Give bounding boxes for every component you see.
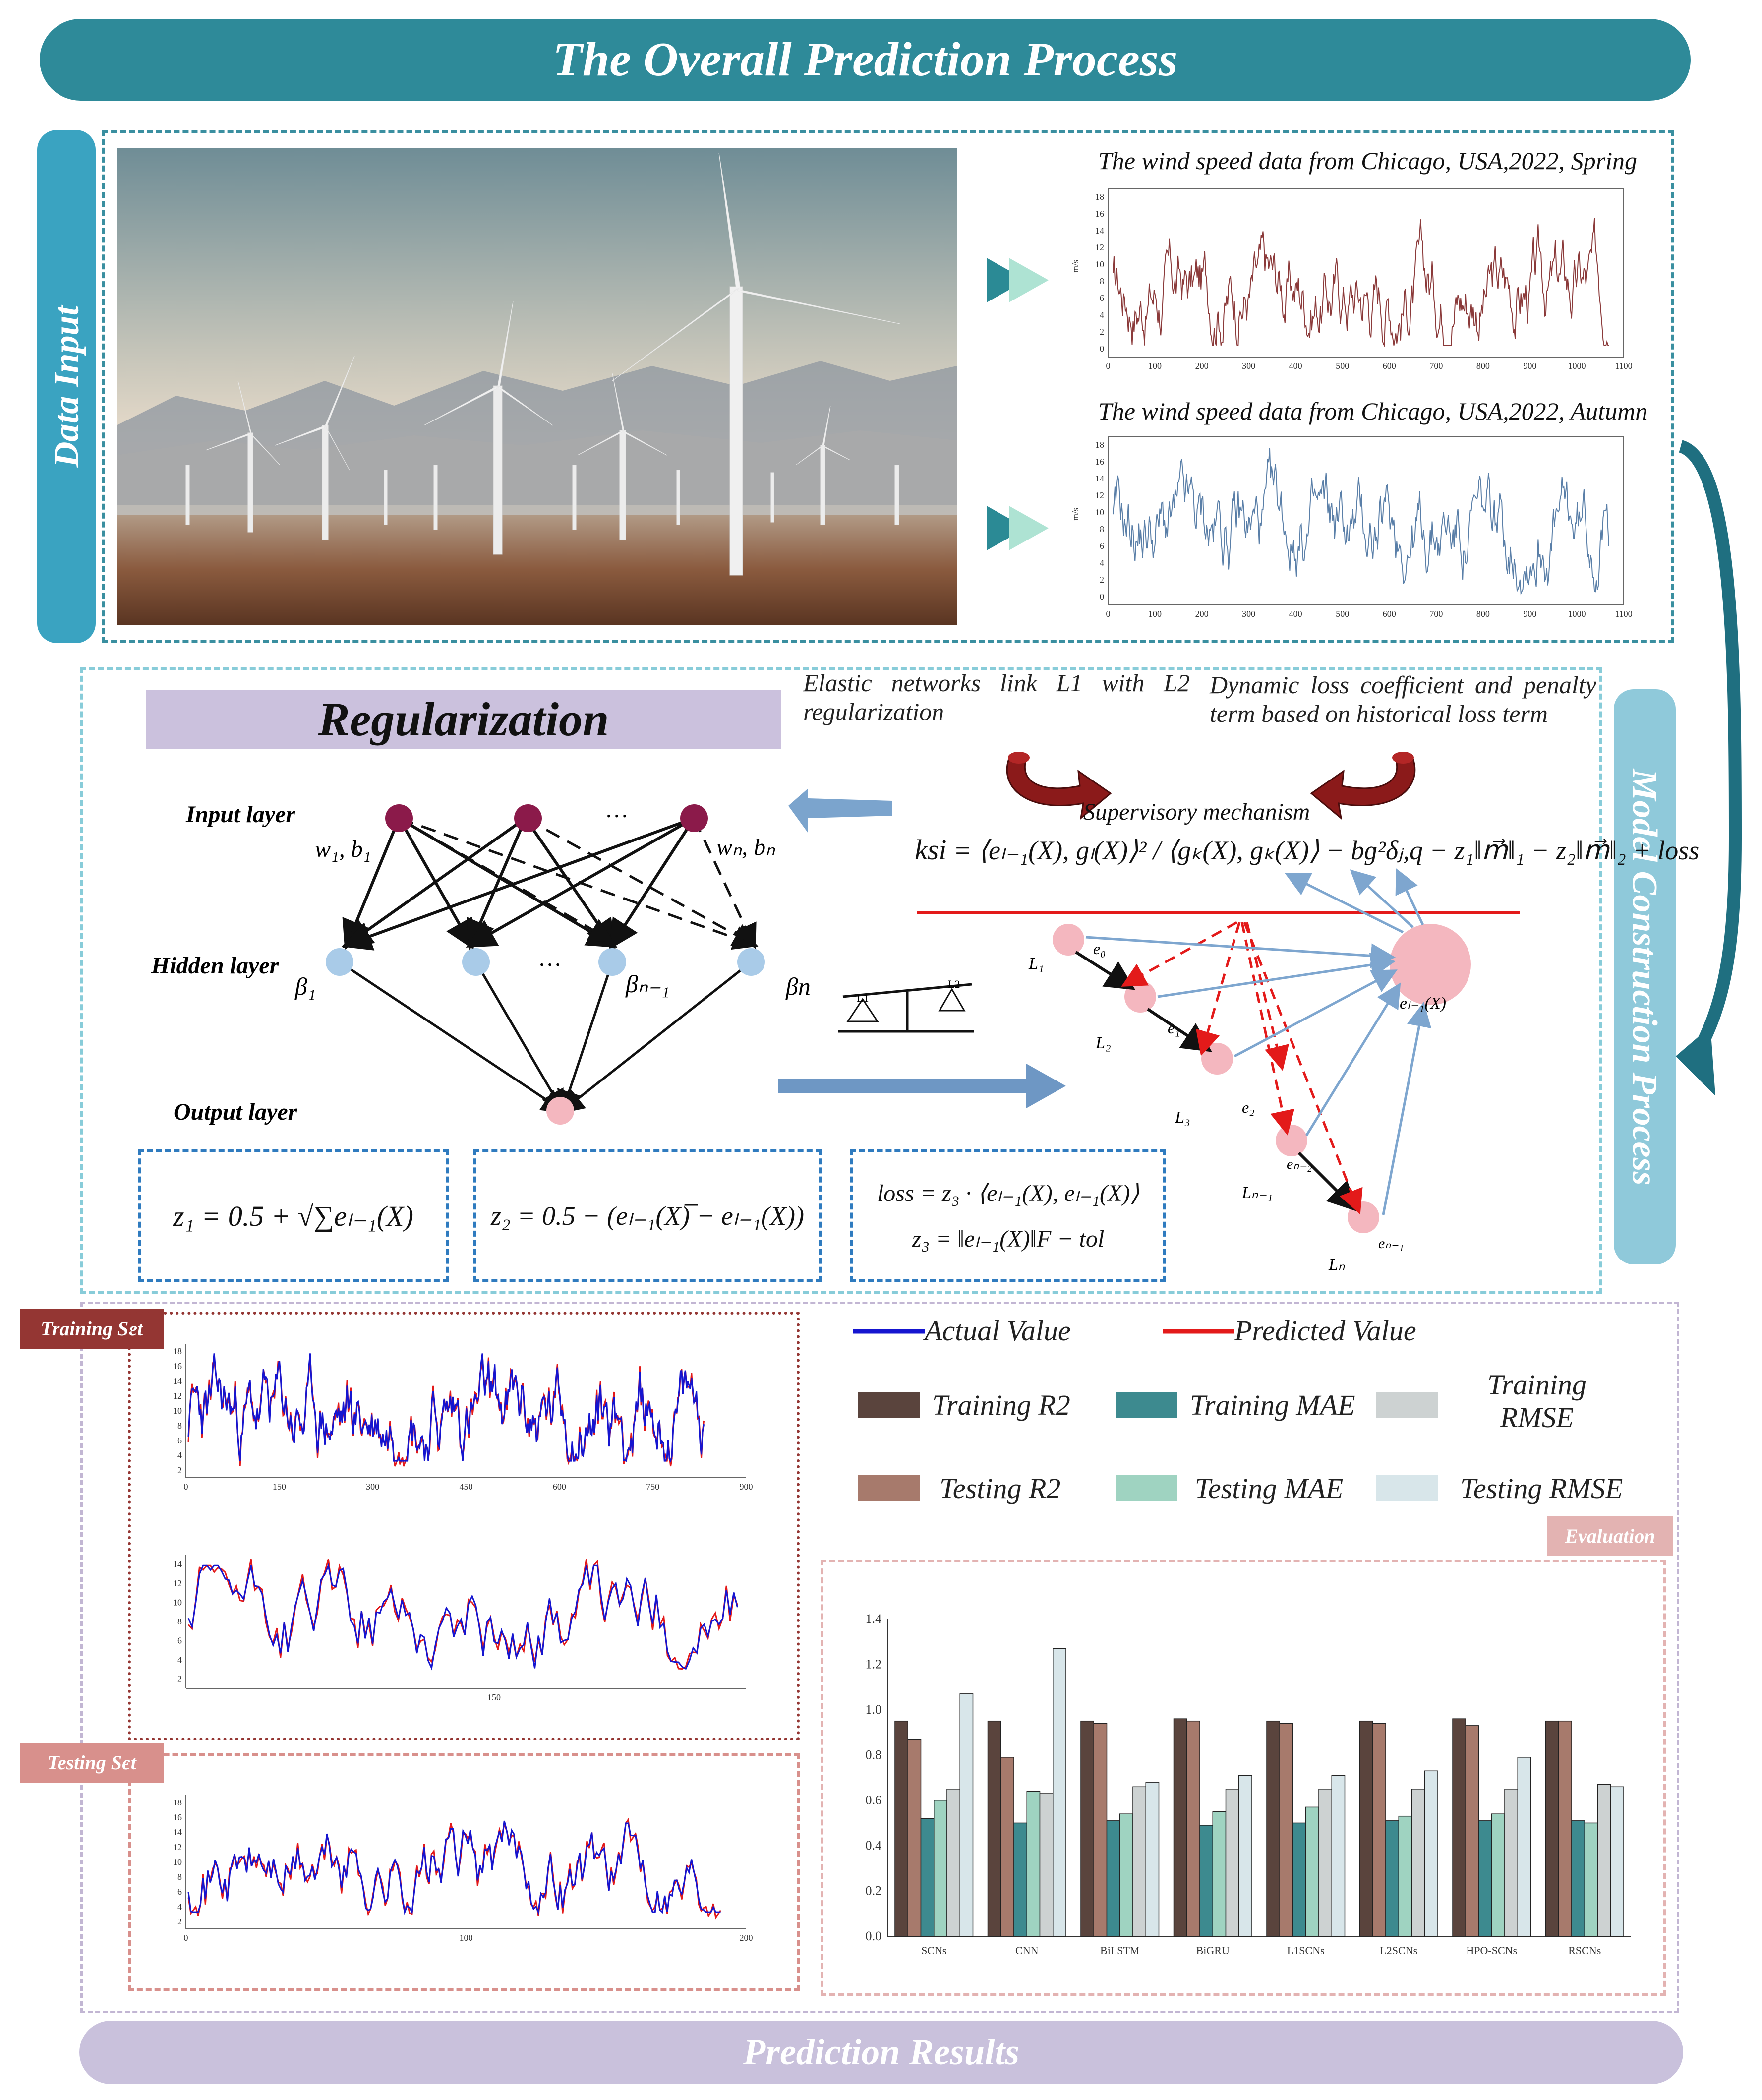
y-tick-label: 16 [1095,209,1104,219]
x-tick-label: 400 [1289,361,1302,371]
bar [1412,1789,1425,1936]
training-set-tag: Training Set [20,1309,164,1349]
big-node-label: eₗ₋₁(X) [1400,994,1446,1013]
y-tick-label: 6 [177,1436,182,1445]
y-tick-label: 2 [177,1465,182,1475]
legend-swatch-train-r2 [858,1392,920,1418]
bar [1572,1821,1585,1936]
y-tick-label: 4 [177,1655,182,1665]
x-tick-label: 500 [1336,609,1350,619]
bar [1200,1825,1213,1936]
bar [1094,1723,1107,1936]
bar [1174,1719,1187,1936]
wind-turbine-photo [117,148,957,625]
bar [1611,1787,1624,1936]
x-tick-label: 900 [739,1482,753,1492]
y-tick-label: 1.0 [865,1702,881,1717]
loss-equation-box: loss = z₃ · ⟨eₗ₋₁(X), eₗ₋₁(X)⟩ z₃ = ‖eₗ₋₁(X)‖F − tol [850,1149,1166,1282]
bar [1027,1791,1040,1936]
y-tick-label: 6 [177,1887,182,1897]
regularization-header [146,690,781,749]
category-label: BiGRU [1196,1944,1230,1957]
bar [1546,1721,1559,1936]
x-tick-label: 0 [183,1482,188,1492]
y-tick-label: 12 [1095,490,1104,500]
category-label: RSCNs [1568,1944,1601,1957]
y-tick-label: 12 [1095,242,1104,252]
predicted-value-line [188,1355,704,1466]
y-tick-label: 14 [173,1376,182,1386]
y-tick-label: 1.2 [865,1657,881,1672]
bar [1373,1723,1386,1936]
bar [1399,1816,1411,1936]
z1-equation-box: z₁ = 0.5 + √∑eₗ₋₁(X) [138,1149,449,1282]
legend-swatch-test-rmse [1376,1475,1438,1501]
bar [1239,1775,1252,1936]
chain-node-label: L₁ [1029,955,1044,973]
y-tick-label: 0 [1100,592,1104,601]
beta-n-label: βn [786,972,811,1000]
y-tick-label: 10 [1095,507,1104,517]
y-tick-label: 16 [1095,457,1104,467]
spring-series-line [1113,218,1609,346]
elastic-note: Elastic networks link L1 with L2 regularization [803,669,1190,725]
data-input-label: Data Input [46,305,86,468]
chain-error-label: e₀ [1093,940,1106,958]
ellipsis-hidden: … [538,945,562,971]
weight-label-n: wₙ, bₙ [716,834,775,860]
bar [1585,1823,1597,1936]
y-tick-label: 6 [1100,541,1104,551]
testing-plot [164,1788,759,1951]
page-title: The Overall Prediction Process [552,33,1178,86]
actual-value-line [188,1565,737,1669]
chain-node-label: Lₙ₋₁ [1242,1184,1273,1202]
bar [1425,1771,1438,1936]
bar [1001,1757,1014,1936]
bar [1081,1721,1094,1936]
regularization-title: Regularization [318,693,609,746]
legend-train-mae: Training MAE [1190,1389,1355,1421]
x-tick-label: 600 [1382,361,1396,371]
chain-error-label: eₙ₋₂ [1287,1156,1312,1172]
x-tick-label: 600 [552,1482,566,1492]
y-tick-label: 8 [177,1421,182,1431]
y-tick-label: 1.4 [865,1612,881,1626]
y-tick-label: 14 [1095,226,1104,236]
bar [947,1789,960,1936]
bar [1505,1789,1518,1936]
y-tick-label: 18 [173,1346,182,1356]
bar [1040,1794,1053,1936]
beta-1-label: β₁ [295,972,316,1000]
y-tick-label: 14 [1095,474,1104,483]
x-tick-label: 800 [1476,361,1490,371]
prediction-results-label: Prediction Results [743,2032,1020,2073]
x-tick-label: 100 [1148,609,1162,619]
z2-equation-box: z₂ = 0.5 − (eₗ₋₁(X)̅ − eₗ₋₁(X)) [473,1149,822,1282]
x-tick-label: 200 [739,1933,753,1943]
hidden-layer-label: Hidden layer [151,953,279,979]
x-tick-label: 100 [1148,361,1162,371]
x-tick-label: 300 [1242,361,1256,371]
y-tick-label: 4 [177,1450,182,1460]
right-arrow-icon [778,1064,1066,1108]
x-tick-label: 700 [1429,361,1443,371]
bar [1332,1775,1345,1936]
y-tick-label: 10 [173,1857,182,1867]
plot-frame [1108,436,1624,605]
x-tick-label: 900 [1523,609,1537,619]
y-tick-label: 6 [1100,293,1104,303]
autumn-chart-title: The wind speed data from Chicago, USA,2022, Autumn [1098,397,1648,425]
legend-test-r2: Testing R2 [940,1472,1061,1504]
x-tick-label: 500 [1336,361,1350,371]
y-tick-label: 10 [173,1406,182,1416]
y-tick-label: 0.0 [865,1929,881,1943]
y-tick-label: 10 [1095,259,1104,269]
bar [960,1694,973,1936]
y-unit-label: m/s [1070,259,1080,273]
output-layer-label: Output layer [174,1099,297,1125]
predicted-value-line [188,1559,737,1669]
chain-node-label: Lₙ [1329,1256,1345,1274]
arrow-icon [987,258,1056,302]
bar [934,1800,947,1936]
legend-actual-label: Actual Value [925,1315,1071,1347]
dynamic-note: Dynamic loss coefficient and penalty term based on historical loss term [1210,671,1596,727]
bar [1559,1721,1572,1936]
ellipsis-input: … [605,796,629,823]
x-tick-label: 600 [1382,609,1396,619]
chain-error-label: e₁ [1168,1019,1180,1037]
y-tick-label: 18 [1095,192,1104,202]
bar [1053,1648,1066,1936]
legend-test-mae: Testing MAE [1195,1472,1344,1504]
y-tick-label: 18 [173,1798,182,1807]
bar [1133,1787,1146,1936]
bar [1146,1782,1159,1936]
y-tick-label: 12 [173,1842,182,1852]
y-tick-label: 4 [177,1902,182,1912]
legend-swatch-test-r2 [858,1475,920,1501]
bar [1107,1821,1120,1936]
x-tick-label: 1000 [1568,609,1586,619]
left-arrow-icon [788,788,892,833]
spring-chart-title: The wind speed data from Chicago, USA,2022, Spring [1098,147,1638,175]
y-tick-label: 12 [173,1391,182,1401]
bar [1453,1719,1466,1936]
y-tick-label: 2 [177,1674,182,1684]
y-tick-label: 2 [1100,327,1104,337]
legend-test-rmse: Testing RMSE [1460,1472,1623,1504]
chain-node-label: L₃ [1175,1108,1190,1127]
bar [908,1739,921,1936]
x-tick-label: 300 [366,1482,380,1492]
category-label: HPO-SCNs [1466,1944,1518,1957]
y-tick-label: 10 [173,1597,182,1608]
category-label: CNN [1015,1944,1039,1957]
bar [1518,1757,1530,1936]
bar [1598,1785,1611,1936]
chain-error-label: eₙ₋₁ [1378,1235,1404,1252]
bar [1120,1814,1133,1936]
y-tick-label: 8 [177,1872,182,1882]
bar [1319,1789,1332,1936]
curved-arrow-icon [1676,441,1760,1106]
beta-n1-label: βₙ₋₁ [626,970,670,998]
legend-swatch-test-mae [1116,1475,1177,1501]
ksi-equation: ksi = ⟨eₗ₋₁(X), gₗ(X)⟩² / ⟨gₖ(X), gₖ(X)⟩ − bɡ²δⱼ,q − z₁‖m⃗‖₁ − z₂‖m⃗‖₂ + loss [915,834,1700,866]
category-label: L2SCNs [1380,1944,1418,1957]
chain-error-label: e₂ [1242,1098,1255,1116]
bar [988,1721,1001,1936]
legend-predicted-label: Predicted Value [1234,1315,1416,1347]
x-tick-label: 900 [1523,361,1537,371]
x-tick-label: 750 [646,1482,660,1492]
y-unit-label: m/s [1070,507,1080,521]
evaluation-metrics-tag: Evaluation Metrics [1547,1516,1673,1556]
data-input-tab [37,130,96,643]
legend-actual-line [853,1324,927,1339]
spring-wind-chart [1070,181,1639,379]
x-tick-label: 700 [1429,609,1443,619]
y-tick-label: 8 [1100,524,1104,534]
bar [1213,1812,1226,1936]
bar [1187,1721,1200,1936]
bar [1280,1723,1292,1936]
scale-l1-label: L1 [857,992,869,1004]
y-tick-label: 18 [1095,440,1104,450]
weight-label-1: w₁, b₁ [315,836,371,862]
bar [895,1721,908,1936]
x-tick-label: 200 [1195,609,1209,619]
y-tick-label: 2 [1100,575,1104,585]
bar [1293,1823,1306,1936]
autumn-series-line [1113,448,1609,594]
legend-predicted-line [1163,1324,1237,1339]
category-label: L1SCNs [1287,1944,1325,1957]
legend-train-rmse: Training RMSE [1487,1369,1586,1434]
scale-l2-label: L2 [948,978,960,990]
x-tick-label: 1100 [1615,609,1633,619]
x-tick-label: 1100 [1615,361,1633,371]
legend-swatch-train-rmse [1376,1392,1438,1418]
bar [1014,1823,1027,1936]
category-label: BiLSTM [1100,1944,1140,1957]
x-tick-label: 100 [459,1933,473,1943]
training-plot-full [164,1336,759,1500]
bar [1360,1721,1373,1936]
bar [921,1818,934,1936]
y-tick-label: 12 [173,1578,182,1588]
supervisory-label: Supervisory mechanism [1083,799,1310,825]
actual-value-line [188,1353,704,1461]
y-tick-label: 8 [177,1617,182,1626]
y-tick-label: 4 [1100,310,1104,320]
y-tick-label: 0.4 [865,1838,881,1853]
y-tick-label: 4 [1100,558,1104,568]
autumn-wind-chart [1070,429,1639,627]
y-tick-label: 2 [177,1917,182,1926]
category-label: SCNs [921,1944,947,1957]
x-tick-label: 150 [272,1482,286,1492]
input-layer-label: Input layer [186,801,295,828]
testing-set-tag: Testing Set [20,1743,164,1783]
x-tick-label: 800 [1476,609,1490,619]
legend-train-r2: Training R2 [932,1389,1070,1421]
x-tick-label: 150 [487,1692,501,1702]
y-tick-label: 8 [1100,276,1104,286]
bar [1306,1807,1319,1936]
bar [1492,1814,1505,1936]
legend-swatch-train-mae [1116,1392,1177,1418]
bar [1479,1821,1492,1936]
x-tick-label: 0 [1106,361,1111,371]
bar [1267,1721,1280,1936]
model-construction-label: Model Construction Process [1625,768,1665,1186]
training-plot-zoom [164,1547,759,1711]
arrow-icon [987,506,1056,550]
x-tick-label: 0 [183,1933,188,1943]
model-construction-tab [1614,689,1676,1264]
y-tick-label: 6 [177,1635,182,1646]
x-tick-label: 450 [459,1482,473,1492]
y-tick-label: 0.6 [865,1793,881,1807]
y-tick-label: 16 [173,1361,182,1371]
bar [1466,1726,1478,1936]
y-tick-label: 16 [173,1812,182,1822]
y-tick-label: 0.2 [865,1883,881,1898]
y-tick-label: 14 [173,1559,182,1569]
evaluation-bar-chart [843,1609,1646,1971]
actual-value-line [188,1821,721,1912]
x-tick-label: 200 [1195,361,1209,371]
title-banner [40,19,1691,101]
bar [1386,1821,1399,1936]
x-tick-label: 400 [1289,609,1302,619]
x-tick-label: 0 [1106,609,1111,619]
prediction-results-banner [79,2021,1683,2084]
y-tick-label: 14 [173,1827,182,1837]
x-tick-label: 300 [1242,609,1256,619]
y-tick-label: 0 [1100,344,1104,354]
x-tick-label: 1000 [1568,361,1586,371]
y-tick-label: 0.8 [865,1747,881,1762]
bar [1226,1789,1239,1936]
chain-node-label: L₂ [1096,1034,1111,1052]
